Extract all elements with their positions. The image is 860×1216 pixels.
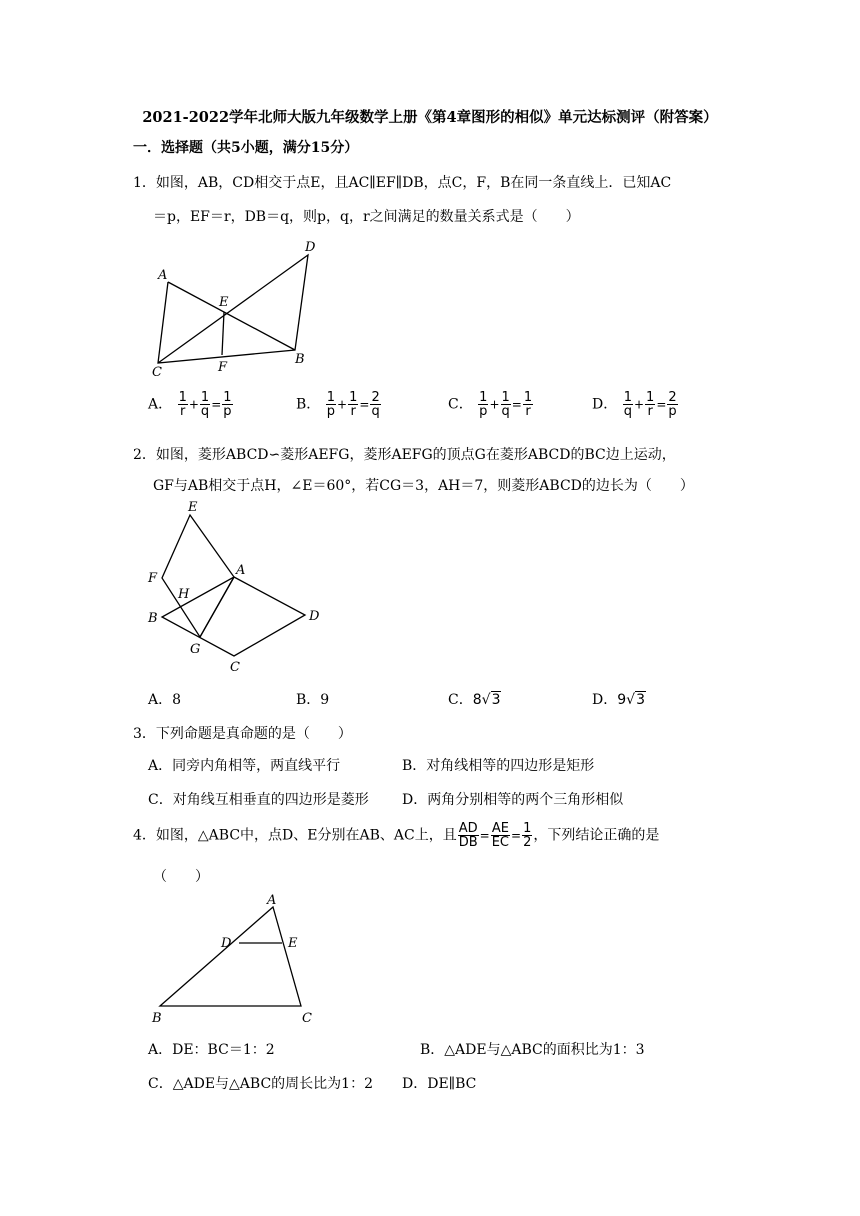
equals-sign: = xyxy=(656,397,667,412)
numerator: 1 xyxy=(200,390,210,405)
numerator: 1 xyxy=(646,390,655,405)
plus-sign: + xyxy=(337,397,348,412)
numerator: AD xyxy=(458,821,478,836)
q4-prefix: 4．如图，△ABC中，点D、E分别在AB、AC上，且 xyxy=(133,827,457,844)
numerator: 1 xyxy=(501,390,510,405)
fraction xyxy=(645,391,655,418)
equals-sign: = xyxy=(479,828,490,843)
plus-sign: + xyxy=(188,397,199,412)
denominator: p xyxy=(668,404,677,419)
q4-label-d: D xyxy=(221,936,232,951)
q4-suffix: ，下列结论正确的是 xyxy=(533,827,660,844)
q4-label-b: B xyxy=(152,1011,162,1026)
denominator: p xyxy=(326,404,336,419)
option-value: 9 xyxy=(320,692,330,708)
q2-stem-line1: 2．如图，菱形ABCD∽菱形AEFG，菱形AEFG的顶点G在菱形ABCD的BC边上运动， xyxy=(133,447,676,463)
q2-label-g: G xyxy=(190,642,201,657)
fraction xyxy=(667,391,677,418)
numerator: 1 xyxy=(326,390,336,405)
q4-option-b[interactable]: B．△ADE与△ABC的面积比为1：3 xyxy=(420,1042,645,1058)
fraction xyxy=(623,391,633,418)
option-letter: D． xyxy=(592,692,618,708)
q1-stem-line1: 1．如图，AB，CD相交于点E，且AC∥EF∥DB，点C，F，B在同一条直线上．已知AC xyxy=(133,175,672,191)
q4-stem-line2: （ ） xyxy=(153,869,209,885)
q4-stem-line1 xyxy=(133,822,659,849)
section-heading: 一．选择题（共5小题，满分15分） xyxy=(133,140,359,156)
numerator: 1 xyxy=(523,390,533,405)
q1-option-d[interactable] xyxy=(592,391,679,418)
page-title: 2021-2022学年北师大版九年级数学上册《第4章图形的相似》单元达标测评（附答案） xyxy=(142,109,718,126)
q2-stem-line2: GF与AB相交于点H，∠E＝60°，若CG＝3，AH＝7，则菱形ABCD的边长为（ ） xyxy=(153,478,694,494)
option-letter: A． xyxy=(148,396,173,413)
fraction xyxy=(478,391,488,418)
q1-label-e: E xyxy=(219,295,229,310)
equals-sign: = xyxy=(211,397,222,412)
q2-option-c[interactable] xyxy=(448,689,501,709)
equals-sign: = xyxy=(511,828,522,843)
q4-triangle-abc xyxy=(160,907,301,1006)
option-letter: B． xyxy=(296,396,321,413)
q2-figure xyxy=(144,497,334,677)
q3-option-d[interactable]: D．两角分别相等的两个三角形相似 xyxy=(402,792,624,808)
fraction xyxy=(326,391,336,418)
q1-label-d: D xyxy=(305,240,316,255)
fraction xyxy=(348,391,358,418)
sqrt-sign: √ xyxy=(481,692,491,708)
q3-stem: 3．下列命题是真命题的是（ ） xyxy=(133,726,352,742)
numerator: 2 xyxy=(371,390,380,405)
numerator: 1 xyxy=(479,390,488,405)
q2-label-e: E xyxy=(188,500,198,515)
numerator: 1 xyxy=(349,390,358,405)
denominator: q xyxy=(501,404,510,419)
q1-option-c[interactable] xyxy=(448,391,534,418)
radicand: 3 xyxy=(636,692,645,708)
q1-label-c: C xyxy=(152,365,162,380)
fraction-ae-ec xyxy=(491,822,510,849)
q2-label-b: B xyxy=(148,611,158,626)
q1-option-a[interactable] xyxy=(148,391,234,418)
denominator: r xyxy=(647,404,653,419)
q1-segment-ab xyxy=(168,282,295,350)
q2-option-b[interactable] xyxy=(296,689,329,709)
denominator: 2 xyxy=(523,835,532,850)
q2-option-d[interactable] xyxy=(592,689,646,709)
q2-label-d: D xyxy=(309,609,320,624)
q1-figure xyxy=(148,235,328,380)
option-letter: B． xyxy=(296,692,321,708)
q2-label-a: A xyxy=(236,563,246,578)
option-letter: D． xyxy=(592,396,618,413)
option-letter: C． xyxy=(448,692,473,708)
q4-label-c: C xyxy=(302,1011,312,1026)
numerator: 1 xyxy=(623,390,632,405)
coefficient: 8 xyxy=(472,692,482,708)
fraction xyxy=(501,391,511,418)
fraction xyxy=(370,391,380,418)
fraction xyxy=(200,391,210,418)
equals-sign: = xyxy=(359,397,370,412)
radical-expression xyxy=(473,691,502,708)
q1-label-b: B xyxy=(295,352,305,367)
option-value: 8 xyxy=(172,692,182,708)
q3-option-c[interactable]: C．对角线互相垂直的四边形是菱形 xyxy=(148,792,369,808)
denominator: DB xyxy=(458,835,478,850)
plus-sign: + xyxy=(489,397,500,412)
fraction-one-half xyxy=(522,822,532,849)
q2-label-h: H xyxy=(178,587,190,602)
numerator: 1 xyxy=(523,821,532,836)
denominator: q xyxy=(371,404,380,419)
denominator: r xyxy=(180,404,186,419)
sqrt-sign: √ xyxy=(626,692,636,708)
plus-sign: + xyxy=(633,397,645,412)
numerator: AE xyxy=(491,821,509,836)
q1-label-a: A xyxy=(158,268,168,283)
q2-rhombus-aefg xyxy=(162,515,234,637)
q2-label-c: C xyxy=(230,660,240,675)
denominator: p xyxy=(479,404,488,419)
denominator: q xyxy=(200,404,210,419)
q3-option-b[interactable]: B．对角线相等的四边形是矩形 xyxy=(402,758,595,774)
numerator: 1 xyxy=(223,390,232,405)
fraction-ad-db xyxy=(458,822,479,849)
q1-segment-ef xyxy=(222,312,224,355)
option-letter: C． xyxy=(448,396,473,413)
q2-label-f: F xyxy=(148,571,158,586)
denominator: EC xyxy=(491,835,510,850)
equals-sign: = xyxy=(511,397,522,412)
denominator: r xyxy=(350,404,356,419)
denominator: p xyxy=(223,404,232,419)
numerator: 2 xyxy=(668,390,677,405)
q3-option-a[interactable]: A．同旁内角相等，两直线平行 xyxy=(148,758,341,774)
q2-option-a[interactable] xyxy=(148,689,181,709)
option-letter: A． xyxy=(148,692,173,708)
fraction xyxy=(222,391,232,418)
q4-option-c[interactable]: C．△ADE与△ABC的周长比为1：2 xyxy=(148,1076,373,1092)
q1-stem-line2: ＝p，EF＝r，DB＝q，则p，q，r之间满足的数量关系式是（ ） xyxy=(153,209,580,225)
numerator: 1 xyxy=(178,390,187,405)
q4-option-a[interactable]: A．DE：BC＝1：2 xyxy=(148,1042,275,1058)
q4-label-a: A xyxy=(267,893,277,908)
q1-figure-lines xyxy=(158,255,308,363)
radicand: 3 xyxy=(491,692,501,708)
fraction xyxy=(523,391,533,418)
denominator: r xyxy=(525,404,531,419)
denominator: q xyxy=(623,404,632,419)
coefficient: 9 xyxy=(617,692,627,708)
q4-option-d[interactable]: D．DE∥BC xyxy=(402,1076,477,1092)
q1-option-b[interactable] xyxy=(296,391,382,418)
fraction xyxy=(178,391,188,418)
q4-label-e: E xyxy=(288,936,298,951)
radical-expression xyxy=(617,691,646,708)
q4-figure xyxy=(148,892,328,1027)
q1-label-f: F xyxy=(218,360,228,375)
